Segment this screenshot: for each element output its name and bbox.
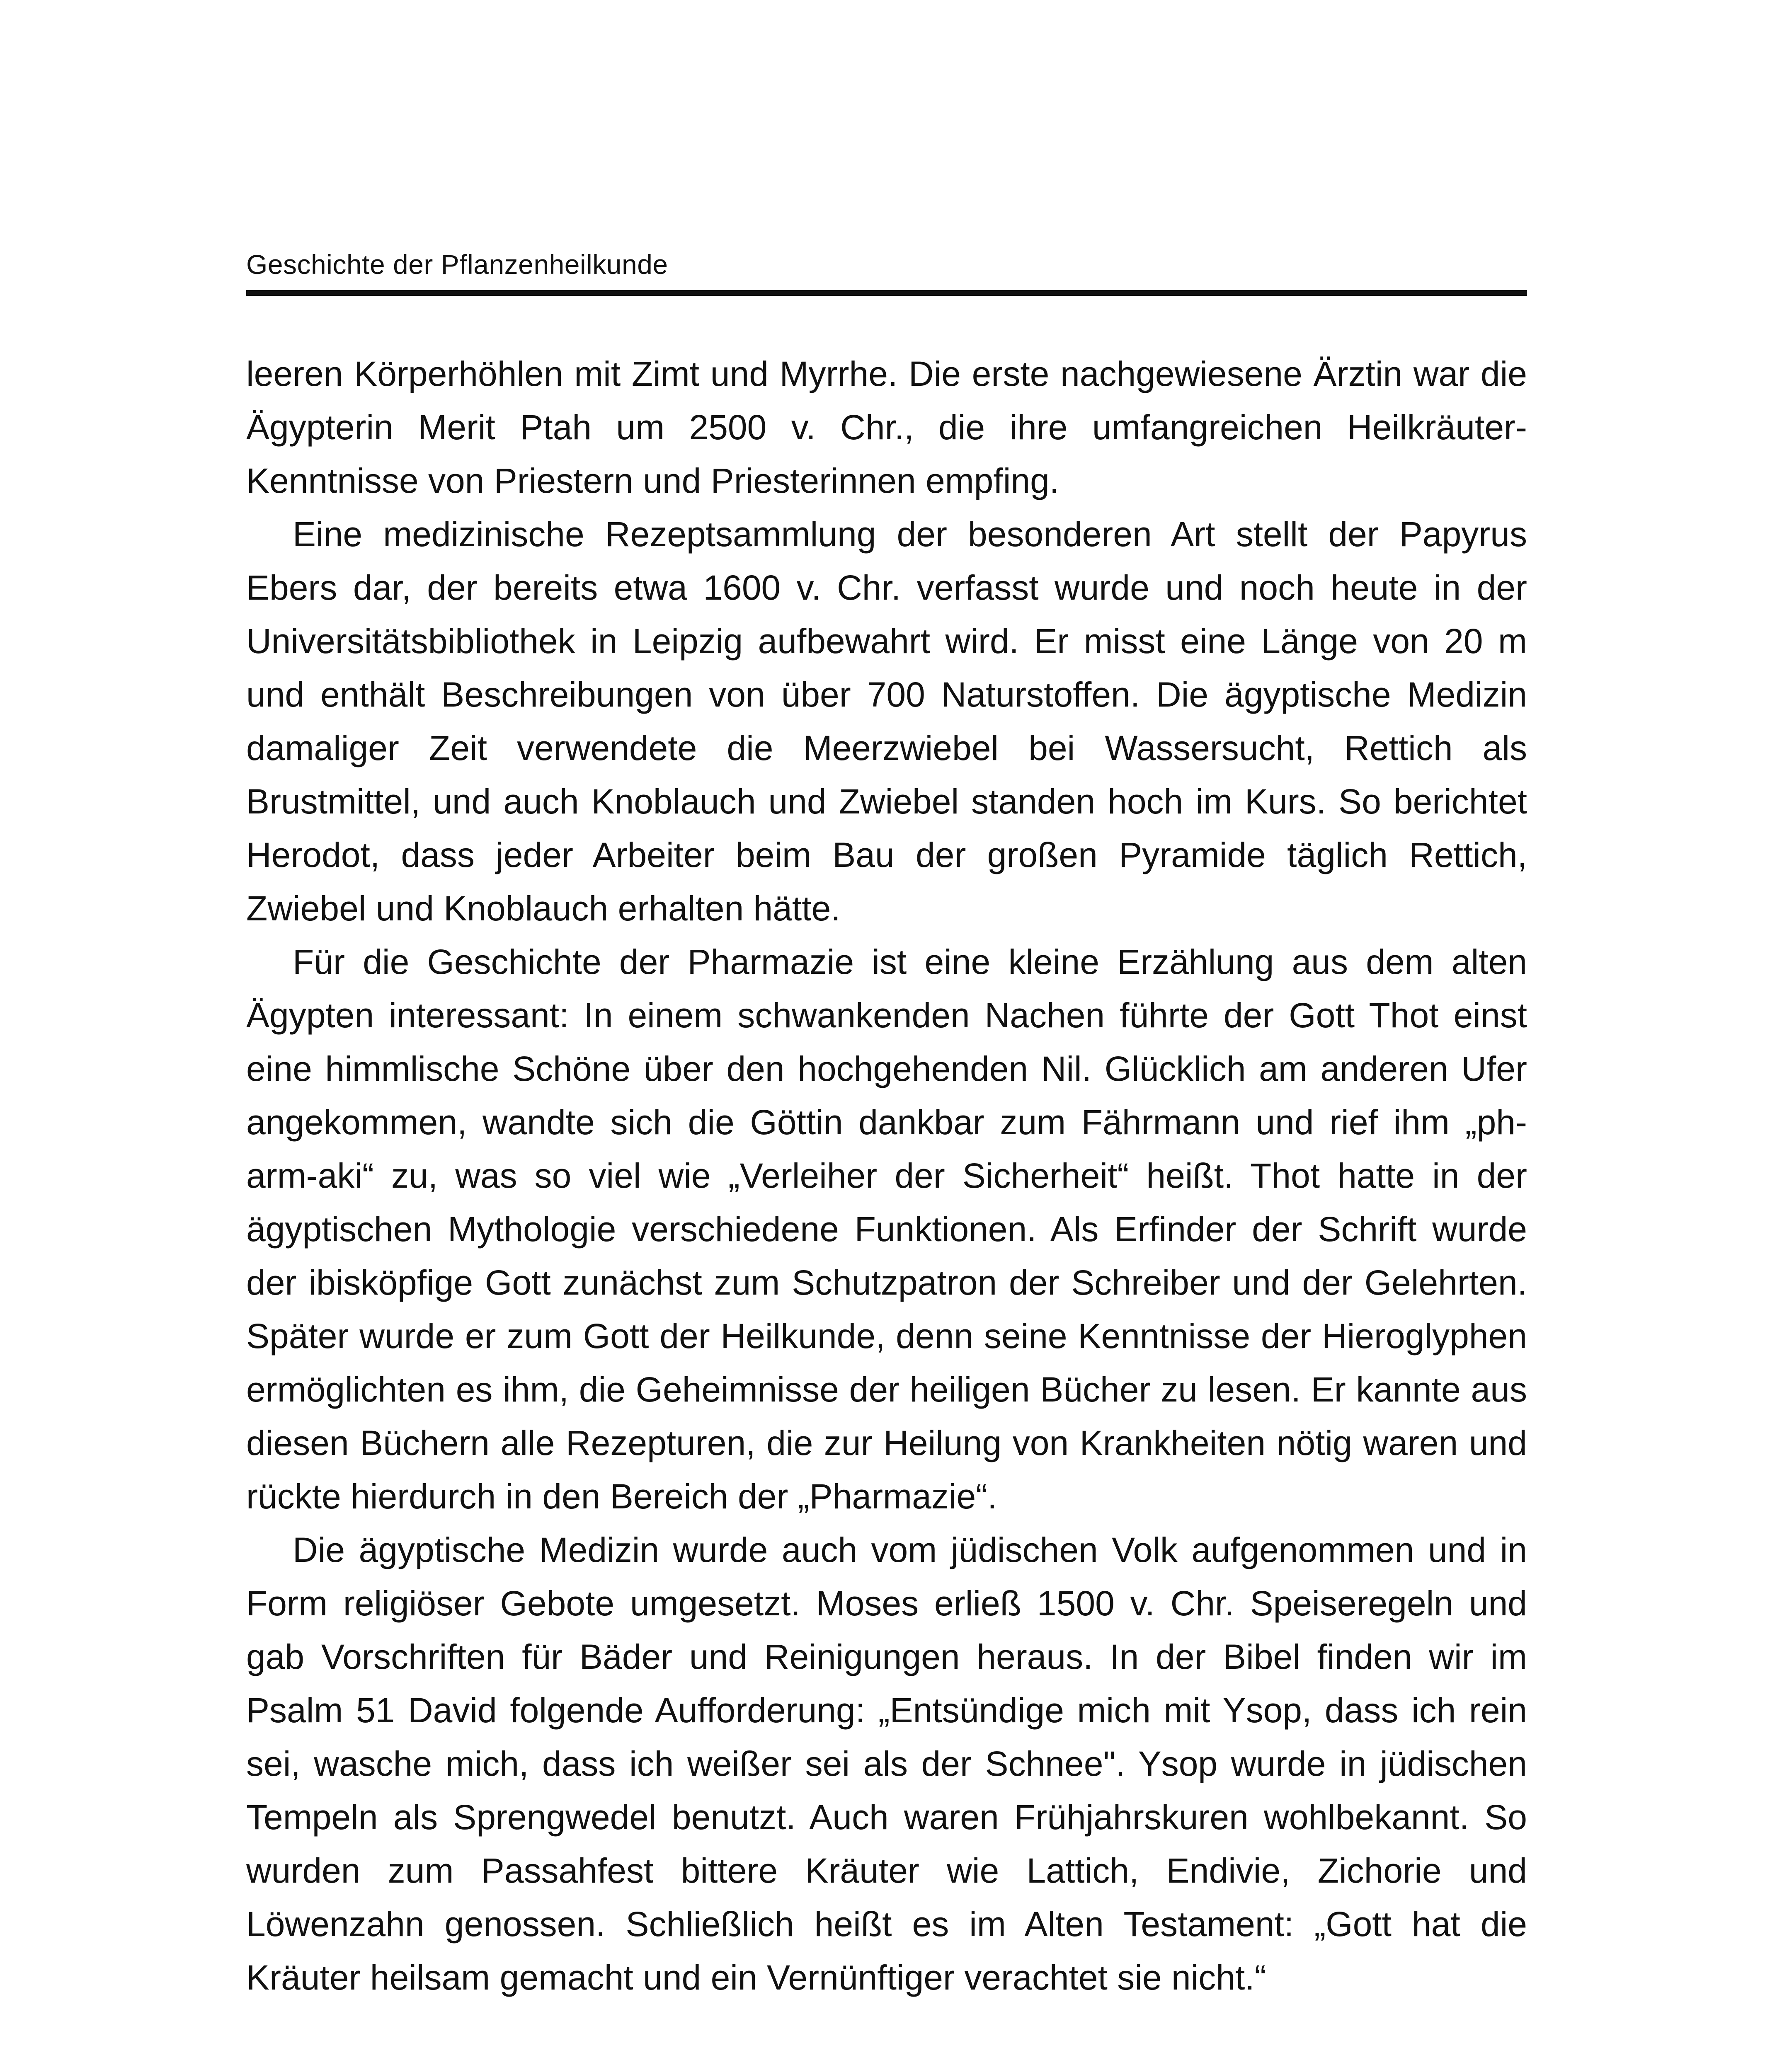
running-header: Geschichte der Pflanzenheilkunde: [246, 249, 668, 280]
paragraph-2: Eine medizinische Rezeptsammlung der besonderen Art stellt der Papyrus Ebers dar, der bereits etwa 1600 v. Chr. verfasst wurde und noch heute in der Universitätsbibliothek in Leipzig aufbewahrt wird. Er misst eine Länge von 20 m und enthält Beschreibungen von über 700 Naturstoffen. Die ägyptische Medizin damaliger Zeit verwendete die Meerzwiebel bei Wassersucht, Rettich als Brustmittel, und auch Knoblauch und Zwiebel standen hoch im Kurs. So berichtet Herodot, dass jeder Arbeiter beim Bau der großen Pyramide täglich Rettich, Zwiebel und Knoblauch erhalten hätte.: [246, 515, 1527, 928]
body-text: [246, 347, 1527, 2004]
paragraph-1: leeren Körperhöhlen mit Zimt und Myrrhe. Die erste nachgewiesene Ärztin war die Ägypterin Merit Ptah um 2500 v. Chr., die ihre umfangreichen Heilkräuter-Kenntnisse von Priestern und Priesterinnen empfing.: [246, 354, 1527, 500]
header-rule: [246, 290, 1527, 296]
paragraph-4: Die ägyptische Medizin wurde auch vom jüdischen Volk aufgenommen und in Form religiöser Gebote umgesetzt. Moses erließ 1500 v. Chr. Speiseregeln und gab Vorschriften für Bäder und Reinigungen heraus. In der Bibel finden wir im Psalm 51 David folgende Aufforderung: „Entsündige mich mit Ysop, dass ich rein sei, wasche mich, dass ich weißer sei als der Schnee". Ysop wurde in jüdischen Tempeln als Sprengwedel benutzt. Auch waren Frühjahrskuren wohlbekannt. So wurden zum Passahfest bittere Kräuter wie Lattich, Endivie, Zichorie und Löwenzahn genossen. Schließlich heißt es im Alten Testament: „Gott hat die Kräuter heilsam gemacht und ein Vernünftiger verachtet sie nicht.“: [246, 1530, 1527, 1997]
paragraph-3: Für die Geschichte der Pharmazie ist eine kleine Erzählung aus dem alten Ägypten interessant: In einem schwankenden Nachen führte der Gott Thot einst eine himmlische Schöne über den hochgehenden Nil. Glücklich am anderen Ufer angekommen, wandte sich die Göttin dankbar zum Fährmann und rief ihm „ph-arm-aki“ zu, was so viel wie „Verleiher der Sicherheit“ heißt. Thot hatte in der ägyptischen Mythologie verschiedene Funktionen. Als Erfinder der Schrift wurde der ibisköpfige Gott zunächst zum Schutzpatron der Schreiber und der Gelehrten. Später wurde er zum Gott der Heilkunde, denn seine Kenntnisse der Hieroglyphen ermöglichten es ihm, die Geheimnisse der heiligen Bücher zu lesen. Er kannte aus diesen Büchern alle Rezepturen, die zur Heilung von Krankheiten nötig waren und rückte hierdurch in den Bereich der „Pharmazie“.: [246, 942, 1527, 1516]
